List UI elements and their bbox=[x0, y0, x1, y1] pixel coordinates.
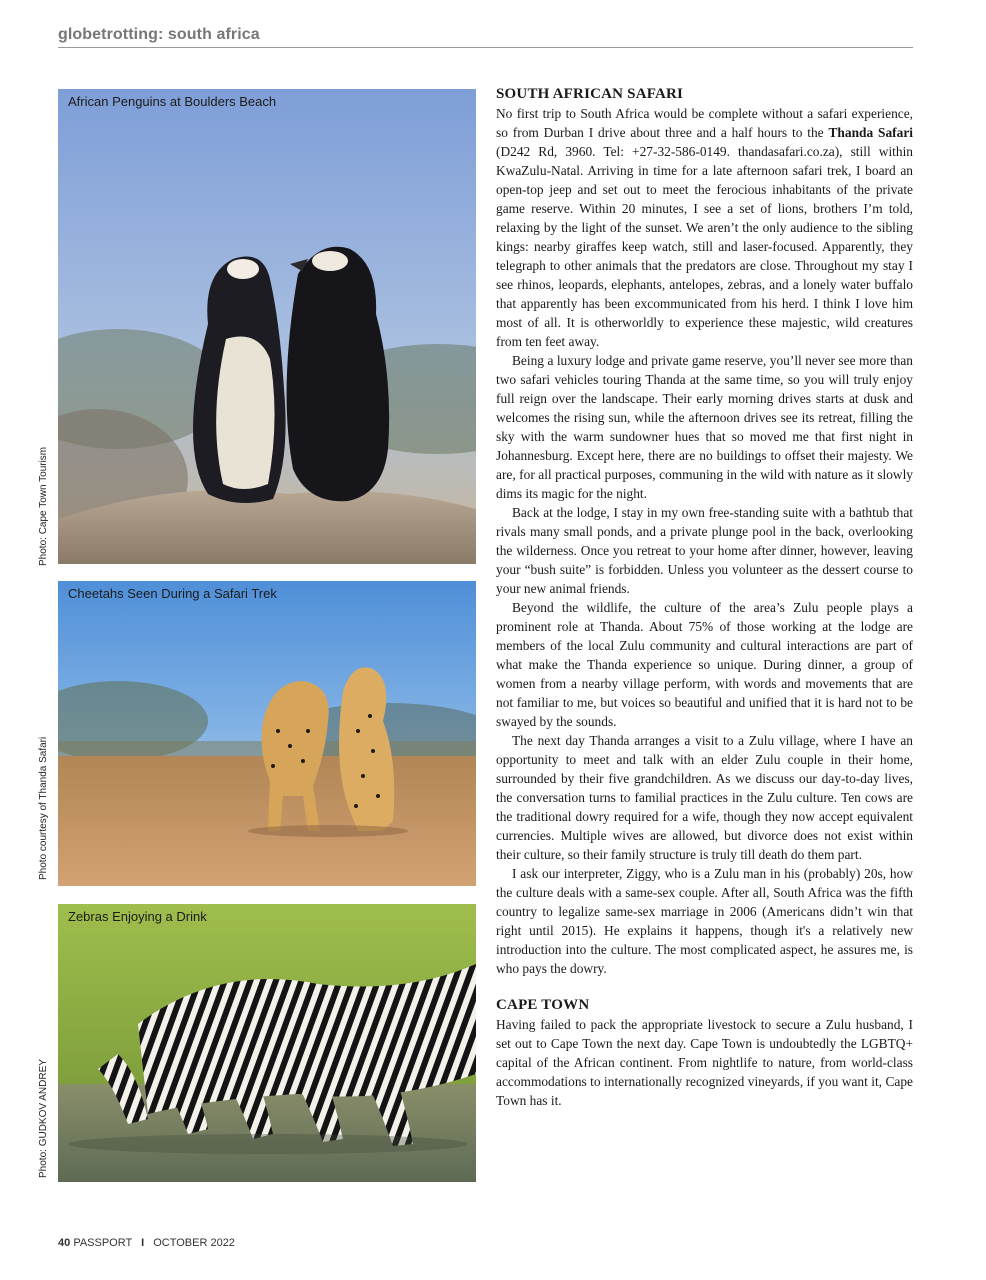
penguins-photo bbox=[58, 89, 476, 564]
article-paragraph: I ask our interpreter, Ziggy, who is a Zulu man in his (probably) 20s, how the culture deals with a same-sex couple. After all, South Africa was the fifth country to legalize same-sex marriage in 2006 (Americans didn’t win that right until 2015). He explains it happens, though it's a relatively new introduction into the culture. The most complicated aspect, he assures me, is who pays the dowry. bbox=[496, 866, 913, 976]
article-paragraph: Having failed to pack the appropriate livestock to secure a Zulu husband, I set out to Cape Town the next day. Cape Town is undoubtedly the LGBTQ+ capital of the African continent. From nightlife to nature, from world-class accommodations to internationally recognized vineyards, if you want it, Cape Town has it. bbox=[496, 1017, 913, 1108]
photo-caption-zebras: Zebras Enjoying a Drink bbox=[68, 909, 207, 924]
photo-credit-penguins: Photo: Cape Town Tourism bbox=[38, 446, 49, 566]
photo-caption-cheetahs: Cheetahs Seen During a Safari Trek bbox=[68, 586, 277, 601]
photo-credit-zebras: Photo: GUDKOV ANDREY bbox=[38, 1059, 49, 1178]
article-paragraph: The next day Thanda arranges a visit to a Zulu village, where I have an opportunity to meet and talk with an elder Zulu couple in their home, surrounded by their five grandchildren. As we discuss our day-to-day lives, the conversation turns to familial practices in the Zulu culture. Ten cows are the traditional dowry required for a wife, though they now accept equivalent currencies. Multiple wives are allowed, but divorce does not exist within their culture, so their family structure is truly till death do them part. bbox=[496, 733, 913, 862]
page-number: 40 bbox=[58, 1237, 71, 1249]
article-body bbox=[496, 84, 913, 1110]
section-label: globetrotting: south africa bbox=[58, 26, 260, 43]
article-paragraph: No first trip to South Africa would be complete without a safari experience, so from Durban I drive about three and a half hours to the Thanda Safari (D242 Rd, 3960. Tel: +27-32-586-0149. thandasafari.co.za), still within KwaZulu-Natal. Arriving in time for a late afternoon safari trek, I board an open-top jeep and set out to meet the ferocious inhabitants of the private game reserve. Within 20 minutes, I see a set of lions, brothers I’m told, relaxing by the light of the sunset. We aren’t the only audience to the sibling kings: nearby giraffes keep watch, still and laser-focused. Apparently, they telegraph to other animals that the predators are close. Throughout my stay I see rhinos, leopards, elephants, antelopes, zebras, and a lonely water buffalo that apparently has been excommunicated from his herd. I think I love him most of all. It is otherworldly to experience these majestic, wild creatures from ten feet away. bbox=[496, 106, 913, 349]
magazine-name: PASSPORT bbox=[73, 1237, 133, 1249]
article-paragraph: Being a luxury lodge and private game reserve, you’ll never see more than two safari vehicles touring Thanda at the same time, so you will truly enjoy full reign over the landscape. Their early morning drives starts at dusk and welcomes the rising sun, while the afternoon drives see its retreat, filling the sky with the warm sundowner hues that so moved me that first night in Johannesburg. Except here, there are no buildings to offset their majesty. We are, for all practical purposes, communing in the wild with nature as it slowly dims its magic for the night. bbox=[496, 353, 913, 501]
heading-south-african-safari: SOUTH AFRICAN SAFARI bbox=[496, 86, 684, 102]
zebras-photo bbox=[58, 904, 476, 1182]
footer-separator: I bbox=[141, 1237, 145, 1249]
photo-caption-penguins: African Penguins at Boulders Beach bbox=[68, 94, 277, 109]
header-rule bbox=[58, 47, 913, 48]
article-paragraph: Beyond the wildlife, the culture of the area’s Zulu people plays a prominent role at Thanda. About 75% of those working at the lodge are members of the local Zulu community and cultural interactions are part of what make the Thanda experience so unique. During dinner, a group of women from a nearby village perform, with words and movements that are not familiar to me, but voices so beautiful and unified that it is hard not to be swayed by the sounds. bbox=[496, 600, 913, 729]
thanda-safari-name: Thanda Safari bbox=[828, 125, 913, 140]
article-paragraph: Back at the lodge, I stay in my own free-standing suite with a bathtub that rivals many small ponds, and a private plunge pool in the back, overlooking the wilderness. Once you retreat to your home after dinner, however, leaving your “bush suite” is forbidden. Unless you volunteer as the dessert course to your new animal friends. bbox=[496, 505, 913, 596]
page-footer bbox=[58, 1237, 235, 1249]
issue-date: OCTOBER 2022 bbox=[153, 1237, 235, 1249]
photo-credit-cheetahs: Photo courtesy of Thanda Safari bbox=[38, 736, 49, 880]
cheetahs-photo bbox=[58, 581, 476, 886]
heading-cape-town: CAPE TOWN bbox=[496, 997, 590, 1013]
